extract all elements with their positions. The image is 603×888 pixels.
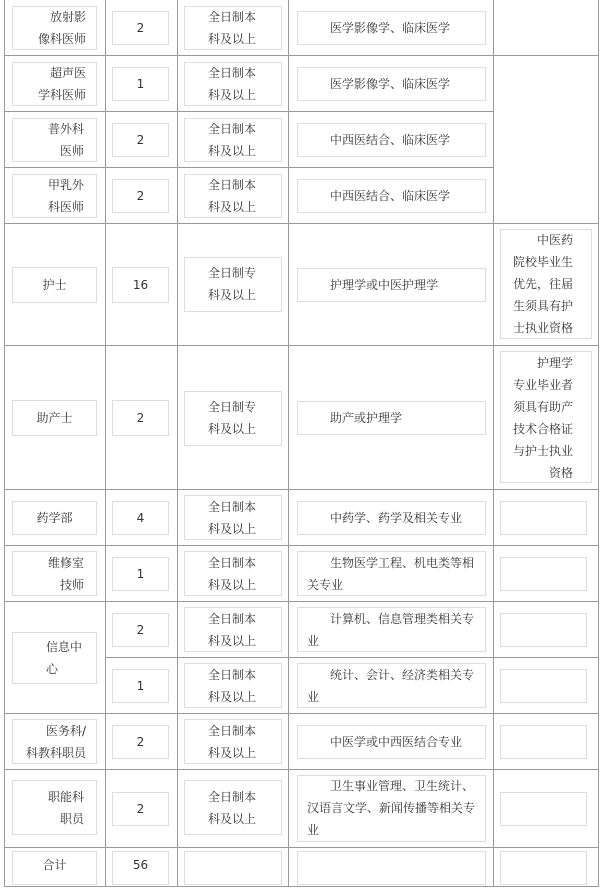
major-requirement: 中西医结合、临床医学 bbox=[330, 189, 451, 203]
position-name: 职能科 职员 bbox=[47, 790, 84, 826]
position-name: 超声医 学科医师 bbox=[37, 66, 86, 102]
education-requirement: 全日制专 科及以上 bbox=[208, 266, 257, 302]
education-requirement: 全日制本 科及以上 bbox=[208, 178, 257, 214]
education-requirement: 全日制本 科及以上 bbox=[208, 122, 257, 158]
headcount: 2 bbox=[136, 802, 145, 816]
row-divider bbox=[4, 223, 599, 224]
position-name: 助产士 bbox=[36, 411, 73, 425]
column-divider bbox=[105, 0, 106, 887]
headcount: 2 bbox=[136, 189, 145, 203]
major-requirement: 医学影像学、临床医学 bbox=[330, 21, 451, 35]
column-divider bbox=[493, 0, 494, 887]
education-requirement: 全日制本 科及以上 bbox=[208, 500, 257, 536]
row-divider bbox=[4, 601, 599, 602]
headcount: 1 bbox=[136, 77, 145, 91]
total-major-box bbox=[297, 851, 486, 885]
position-name: 甲乳外 科医师 bbox=[47, 178, 84, 214]
note-cell-box bbox=[500, 613, 587, 647]
major-requirement: 计算机、信息管理类相关专 业 bbox=[307, 612, 475, 648]
major-requirement: 卫生事业管理、卫生统计、 汉语言文学、新闻传播等相关专 业 bbox=[307, 779, 476, 837]
major-requirement: 生物医学工程、机电类等相 关专业 bbox=[307, 556, 475, 592]
education-requirement: 全日制本 科及以上 bbox=[208, 66, 257, 102]
total-label: 合计 bbox=[42, 858, 67, 872]
position-name: 普外科 医师 bbox=[47, 122, 84, 158]
education-requirement: 全日制专 科及以上 bbox=[208, 400, 257, 436]
column-divider bbox=[288, 0, 289, 887]
headcount: 16 bbox=[132, 278, 149, 292]
major-requirement: 中药学、药学及相关专业 bbox=[330, 511, 463, 525]
note-text: 护理学 专业毕业者 须具有助产 技术合格证 与护士执业 资格 bbox=[512, 356, 573, 480]
note-cell-box bbox=[500, 501, 587, 535]
education-requirement: 全日制本 科及以上 bbox=[208, 668, 257, 704]
total-note-box bbox=[500, 851, 587, 885]
headcount: 2 bbox=[136, 735, 145, 749]
education-requirement: 全日制本 科及以上 bbox=[208, 10, 257, 46]
note-text: 中医药 院校毕业生 优先，往届 生须具有护 士执业资格 bbox=[512, 233, 573, 335]
row-divider bbox=[4, 545, 599, 546]
row-divider bbox=[4, 769, 599, 770]
note-cell-box bbox=[500, 725, 587, 759]
headcount: 2 bbox=[136, 21, 145, 35]
major-requirement: 护理学或中医护理学 bbox=[330, 278, 439, 292]
column-divider bbox=[598, 0, 599, 887]
row-divider bbox=[4, 886, 599, 887]
education-requirement: 全日制本 科及以上 bbox=[208, 612, 257, 648]
note-cell-box bbox=[500, 792, 587, 826]
headcount: 2 bbox=[136, 623, 145, 637]
row-divider bbox=[4, 55, 599, 56]
major-requirement: 医学影像学、临床医学 bbox=[330, 77, 451, 91]
total-education-box bbox=[184, 851, 282, 885]
column-divider bbox=[4, 0, 5, 887]
headcount: 2 bbox=[136, 133, 145, 147]
position-name: 维修室 技师 bbox=[47, 556, 84, 592]
row-divider bbox=[4, 111, 494, 112]
major-requirement: 中西医结合、临床医学 bbox=[330, 133, 451, 147]
major-requirement: 中医学或中西医结合专业 bbox=[330, 735, 463, 749]
headcount: 1 bbox=[136, 567, 145, 581]
position-name: 药学部 bbox=[36, 511, 73, 525]
row-divider bbox=[4, 489, 599, 490]
headcount: 2 bbox=[136, 411, 145, 425]
education-requirement: 全日制本 科及以上 bbox=[208, 724, 257, 760]
row-divider bbox=[4, 847, 599, 848]
headcount: 1 bbox=[136, 679, 145, 693]
position-name: 医务科/ 科教科职员 bbox=[25, 724, 86, 760]
row-divider bbox=[4, 713, 599, 714]
row-divider bbox=[4, 345, 599, 346]
major-requirement: 统计、会计、经济类相关专 业 bbox=[307, 668, 475, 704]
education-requirement: 全日制本 科及以上 bbox=[208, 790, 257, 826]
row-divider bbox=[4, 167, 494, 168]
headcount: 4 bbox=[136, 511, 145, 525]
position-name: 放射影 像科医师 bbox=[37, 10, 86, 46]
note-cell-box bbox=[500, 557, 587, 591]
total-count: 56 bbox=[132, 858, 149, 872]
major-requirement: 助产或护理学 bbox=[330, 411, 403, 425]
column-divider bbox=[177, 0, 178, 887]
education-requirement: 全日制本 科及以上 bbox=[208, 556, 257, 592]
row-divider bbox=[106, 657, 599, 658]
note-cell-box bbox=[500, 669, 587, 703]
position-name: 护士 bbox=[42, 278, 67, 292]
position-name: 信息中 心 bbox=[46, 640, 83, 676]
